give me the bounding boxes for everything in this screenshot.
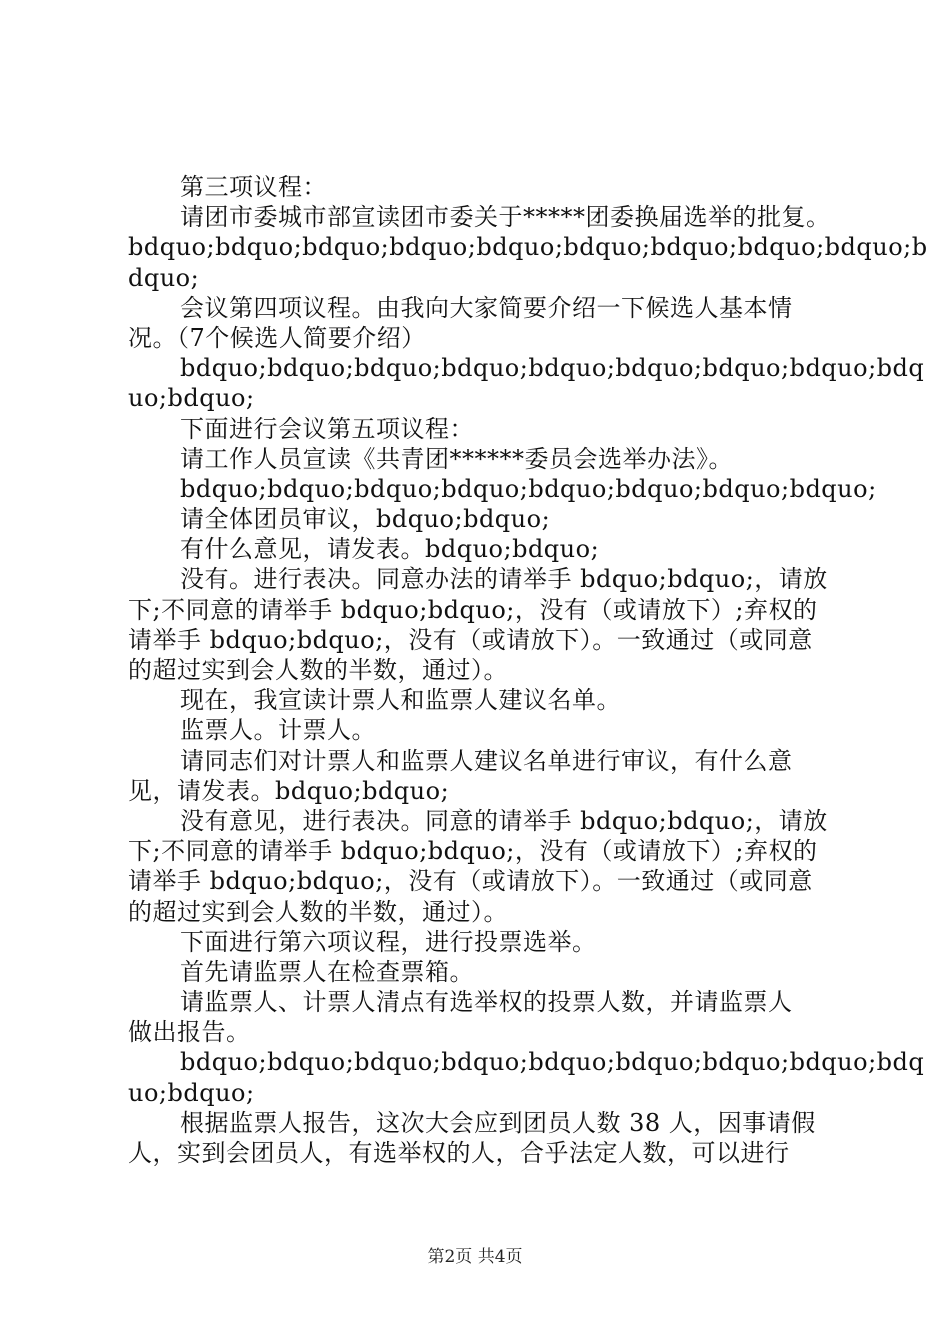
text-line: 请监票人、计票人清点有选举权的投票人数，并请监票人 [180,988,793,1017]
text-line: 首先请监票人在检查票箱。 [180,957,474,986]
text-line: 做出报告。 [128,1018,251,1047]
text-line: 请举手 bdquo;bdquo;，没有（或请放下）。一致通过（或同意 [128,625,813,654]
text-line: 请工作人员宣读《共青团******委员会选举办法》。 [180,444,733,473]
text-line: 会议第四项议程。由我向大家简要介绍一下候选人基本情 [180,293,793,322]
text-line: dquo; [128,263,200,292]
text-line: 没有。进行表决。同意办法的请举手 bdquo;bdquo;，请放 [180,565,828,594]
text-line: uo;bdquo; [128,1078,255,1107]
text-line: 人，实到会团员人，有选举权的人，合乎法定人数，可以进行 [128,1139,790,1167]
text-line: 下面进行第六项议程，进行投票选举。 [180,927,597,956]
text-line: bdquo;bdquo;bdquo;bdquo;bdquo;bdquo;bdquo;bdquo;bdq [180,1048,925,1077]
page-footer: 第2页 共4页 [427,1247,523,1267]
text-line: 的超过实到会人数的半数，通过）。 [128,656,508,684]
text-line: 下面进行会议第五项议程： [180,414,474,443]
text-line: 没有意见，进行表决。同意的请举手 bdquo;bdquo;，请放 [180,806,828,835]
text-line: uo;bdquo; [128,384,255,413]
text-line: 的超过实到会人数的半数，通过）。 [128,897,508,926]
text-line: bdquo;bdquo;bdquo;bdquo;bdquo;bdquo;bdquo;bdquo;bdquo;b [128,233,928,262]
text-line: bdquo;bdquo;bdquo;bdquo;bdquo;bdquo;bdquo;bdquo;bdq [180,354,925,383]
text-line: 第三项议程： [180,173,327,201]
text-line: 请同志们对计票人和监票人建议名单进行审议，有什么意 [180,746,793,775]
text-line: 下;不同意的请举手 bdquo;bdquo;，没有（或请放下）;弃权的 [128,595,818,624]
text-line: 下;不同意的请举手 bdquo;bdquo;，没有（或请放下）;弃权的 [128,837,818,866]
text-line: 现在，我宣读计票人和监票人建议名单。 [180,686,621,715]
text-line: 请全体团员审议，bdquo;bdquo; [180,505,551,534]
text-line: 监票人。计票人。 [180,716,376,745]
text-line: 见，请发表。bdquo;bdquo; [128,776,450,805]
text-line: 根据监票人报告，这次大会应到团员人数 38 人，因事请假 [180,1108,816,1137]
text-line: 有什么意见，请发表。bdquo;bdquo; [180,535,600,564]
text-line: 况。（7个候选人简要介绍） [128,323,426,352]
text-line: bdquo;bdquo;bdquo;bdquo;bdquo;bdquo;bdquo;bdquo; [180,474,877,503]
text-line: 请团市委城市部宣读团市委关于*****团委换届选举的批复。 [180,203,831,232]
text-line: 请举手 bdquo;bdquo;，没有（或请放下）。一致通过（或同意 [128,867,813,896]
document-body [128,172,928,1168]
